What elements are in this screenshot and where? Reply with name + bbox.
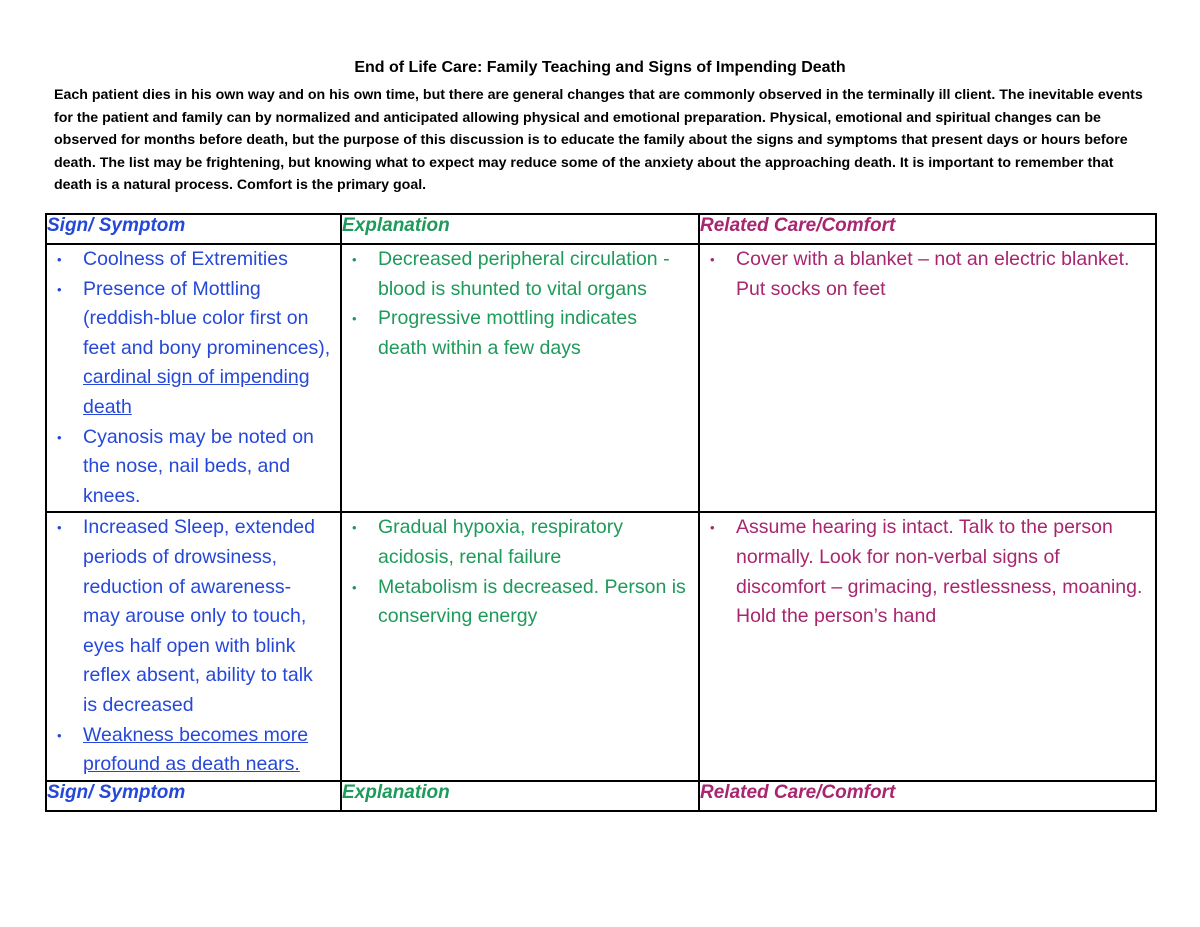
bullet-icon: •: [352, 520, 357, 536]
header-explanation: Explanation: [341, 781, 699, 811]
underlined-sign-text: Weakness becomes more profound as death nears.: [83, 723, 309, 776]
list-item: [342, 573, 698, 632]
list-item: [47, 275, 340, 423]
sign-text: Cyanosis may be noted on the nose, nail beds, and knees.: [83, 425, 314, 507]
list-item: [47, 721, 340, 780]
bullet-icon: •: [710, 520, 715, 536]
explanation-text: Progressive mottling indicates death within a few days: [378, 307, 638, 359]
table-header-row-repeat: [46, 781, 1156, 811]
document-title: End of Life Care: Family Teaching and Signs of Impending Death: [354, 59, 846, 76]
sign-cell: [46, 244, 341, 512]
care-cell: [699, 244, 1156, 512]
list-item: [342, 513, 698, 572]
sign-text: Coolness of Extremities: [83, 248, 288, 270]
bullet-icon: •: [57, 281, 62, 297]
bullet-icon: •: [352, 311, 357, 327]
explanation-text: Decreased peripheral circulation - blood is shunted to vital organs: [378, 248, 670, 300]
explanation-text: Gradual hypoxia, respiratory acidosis, renal failure: [378, 516, 623, 568]
list-item: [47, 245, 340, 275]
explanation-cell: [341, 244, 699, 512]
table-row: [46, 512, 1156, 780]
header-explanation: Explanation: [341, 214, 699, 244]
care-table: [45, 213, 1157, 812]
header-sign-symptom: Sign/ Symptom: [46, 214, 341, 244]
explanation-text: Metabolism is decreased. Person is conserving energy: [378, 575, 686, 628]
bullet-icon: •: [352, 252, 357, 267]
list-item: [700, 513, 1155, 631]
list-item: [700, 245, 1155, 304]
intro-paragraph: Each patient dies in his own way and on his own time, but there are general changes that are commonly observed in the terminally ill client. The inevitable events for the patient and family can by normalized and anticipated allowing physical and emotional preparation. Physical, emotional and spiritual changes can be observed for months before death, but the purpose of this discussion is to educate the family about the signs and symptoms that present days or hours before death. The list may be frightening, but knowing what to expect may reduce some of the anxiety about the approaching death. It is important to remember that death is a natural process. Comfort is the primary goal.: [54, 87, 1143, 193]
header-related-care: Related Care/Comfort: [699, 781, 1156, 811]
underlined-sign-text: cardinal sign of impending death: [83, 366, 310, 418]
care-cell: [699, 512, 1156, 780]
care-text: Assume hearing is intact. Talk to the person normally. Look for non-verbal signs of discomfort – grimacing, restlessness, moaning. Hold the person’s hand: [736, 516, 1143, 628]
table-header-row: [46, 214, 1156, 244]
header-related-care: Related Care/Comfort: [699, 214, 1156, 244]
bullet-icon: •: [57, 727, 62, 743]
sign-text: Presence of Mottling (reddish-blue color first on feet and bony prominences),: [83, 277, 331, 359]
bullet-icon: •: [57, 252, 62, 267]
list-item: [342, 245, 698, 304]
bullet-icon: •: [710, 252, 715, 267]
list-item: [342, 304, 698, 363]
bullet-icon: •: [352, 579, 357, 595]
care-text: Cover with a blanket – not an electric blanket. Put socks on feet: [736, 248, 1130, 300]
header-sign-symptom: Sign/ Symptom: [46, 781, 341, 811]
list-item: [47, 423, 340, 512]
table-row: [46, 244, 1156, 512]
bullet-icon: •: [57, 520, 62, 536]
bullet-icon: •: [57, 429, 62, 445]
explanation-cell: [341, 512, 699, 780]
list-item: [47, 513, 340, 720]
sign-text: Increased Sleep, extended periods of drowsiness, reduction of awareness- may arouse only to touch, eyes half open with blink reflex absent, ability to talk is decreased: [83, 516, 316, 716]
sign-cell: [46, 512, 341, 780]
